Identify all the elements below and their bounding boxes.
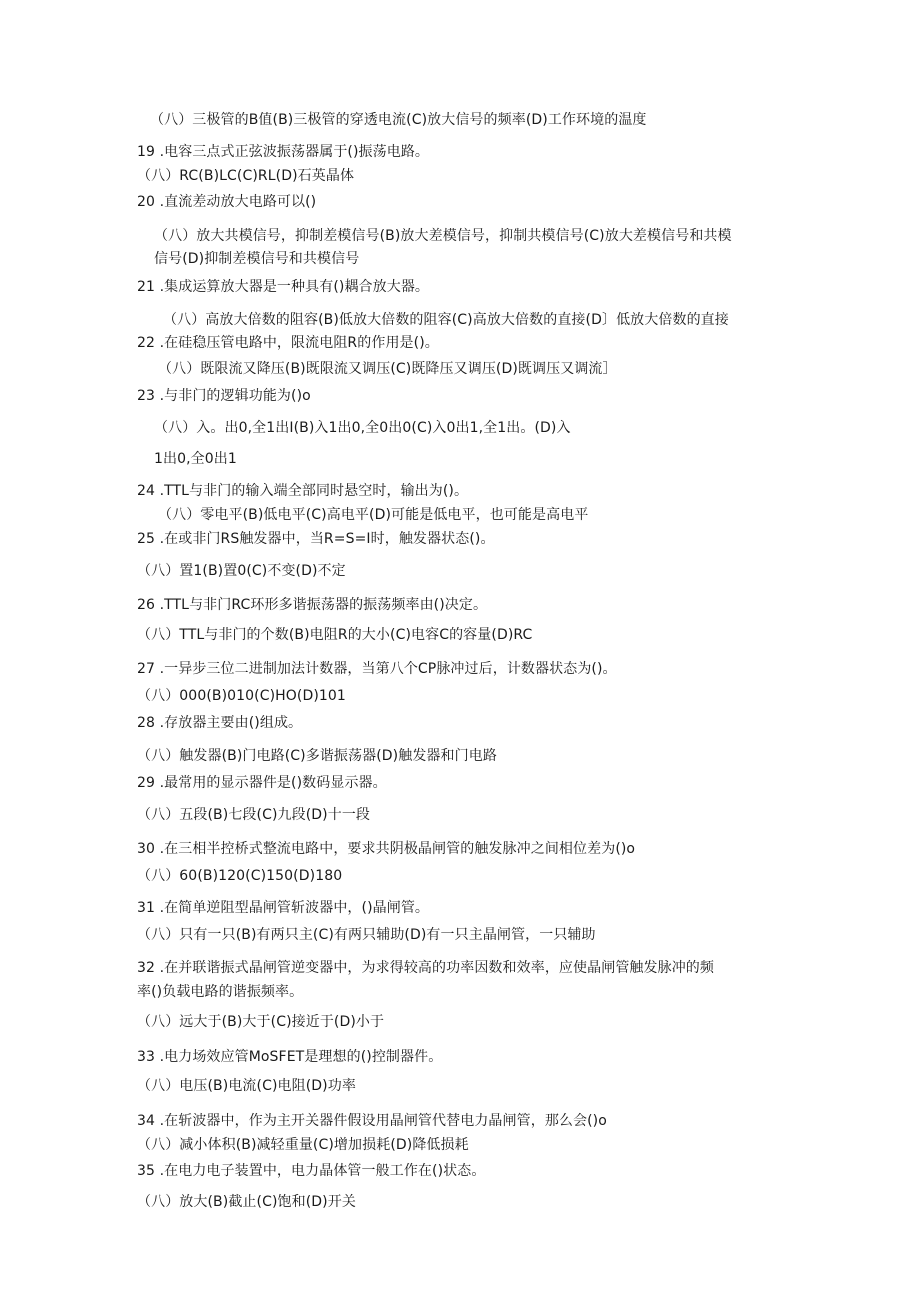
options-30: （八）60(B)120(C)150(D)180	[137, 868, 343, 884]
options-22: （八）既限流又降压(B)既限流又调压(C)既降压又调压(D)既调压又调流］	[158, 361, 617, 377]
options-26: （八）TTL与非门的个数(B)电阻R的大小(C)电容C的容量(D)RC	[137, 627, 533, 643]
options-21: （八）高放大倍数的阻容(B)低放大倍数的阻容(C)高放大倍数的直接(D〕低放大倍数的直接	[163, 312, 729, 328]
question-30: 30 .在三相半控桥式整流电路中，要求共阴极晶闸管的触发脉冲之间相位差为()o	[137, 841, 636, 857]
options-31: （八）只有一只(B)有两只主(C)有两只辅助(D)有一只主晶闸管，一只辅助	[137, 927, 596, 943]
question-19: 19 .电容三点式正弦波振荡器属于()振荡电路。	[137, 144, 430, 160]
question-22: 22 .在硅稳压管电路中，限流电阻R的作用是()。	[137, 335, 439, 351]
options-35: （八）放大(B)截止(C)饱和(D)开关	[137, 1194, 356, 1210]
question-35: 35 .在电力电子装置中，电力晶体管一般工作在()状态。	[137, 1163, 486, 1179]
question-34: 34 .在斩波器中，作为主开关器件假设用晶闸管代替电力晶闸管，那么会()o	[137, 1113, 607, 1129]
options-23: （八）入。出0,全1出I(B)入1出0,全0出0(C)入0出1,全1出。(D)入	[154, 420, 571, 436]
question-26: 26 .TTL与非门RC环形多谐振荡器的振荡频率由()决定。	[137, 597, 488, 613]
options-33: （八）电压(B)电流(C)电阻(D)功率	[137, 1078, 356, 1094]
options-25: （八）置1(B)置0(C)不变(D)不定	[137, 563, 346, 579]
options-27: （八）000(B)010(C)HO(D)101	[137, 688, 346, 704]
question-28: 28 .存放器主要由()组成。	[137, 715, 303, 731]
question-27: 27 .一异步三位二进制加法计数器，当第八个CP脉冲过后，计数器状态为()。	[137, 661, 617, 677]
question-31: 31 .在简单逆阻型晶闸管斩波器中，()晶闸管。	[137, 900, 430, 916]
text-line: （八）三极管的B值(B)三极管的穿透电流(C)放大信号的频率(D)工作环境的温度	[150, 112, 647, 128]
options-20: （八）放大共模信号，抑制差模信号(B)放大差模信号，抑制共模信号(C)放大差模信号和共模	[154, 228, 732, 244]
options-24: （八）零电平(B)低电平(C)高电平(D)可能是低电平，也可能是高电平	[158, 507, 589, 523]
options-23-cont: 1出0,全0出1	[154, 451, 237, 467]
options-34: （八）减小体积(B)减轻重量(C)增加损耗(D)降低损耗	[137, 1137, 469, 1153]
question-25: 25 .在或非门RS触发器中，当R=S=I时，触发器状态()。	[137, 531, 495, 547]
question-20: 20 .直流差动放大电路可以()	[137, 194, 317, 210]
question-24: 24 .TTL与非门的输入端全部同时悬空时，输出为()。	[137, 483, 469, 499]
options-32: （八）远大于(B)大于(C)接近于(D)小于	[137, 1014, 385, 1030]
options-19: （八）RC(B)LC(C)RL(D)石英晶体	[137, 168, 355, 184]
question-21: 21 .集成运算放大器是一种具有()耦合放大器。	[137, 279, 430, 295]
question-32-cont: 率()负载电路的谐振频率。	[137, 984, 304, 1000]
question-29: 29 .最常用的显示器件是()数码显示器。	[137, 775, 387, 791]
options-20-cont: 信号(D)抑制差模信号和共模信号	[154, 251, 360, 267]
question-32: 32 .在并联谐振式晶闸管逆变器中，为求得较高的功率因数和效率，应使晶闸管触发脉冲的频	[137, 960, 715, 976]
options-28: （八）触发器(B)门电路(C)多谐振荡器(D)触发器和门电路	[137, 748, 497, 764]
question-23: 23 .与非门的逻辑功能为()o	[137, 388, 311, 404]
options-29: （八）五段(B)七段(C)九段(D)十一段	[137, 807, 371, 823]
question-33: 33 .电力场效应管MoSFET是理想的()控制器件。	[137, 1049, 443, 1065]
